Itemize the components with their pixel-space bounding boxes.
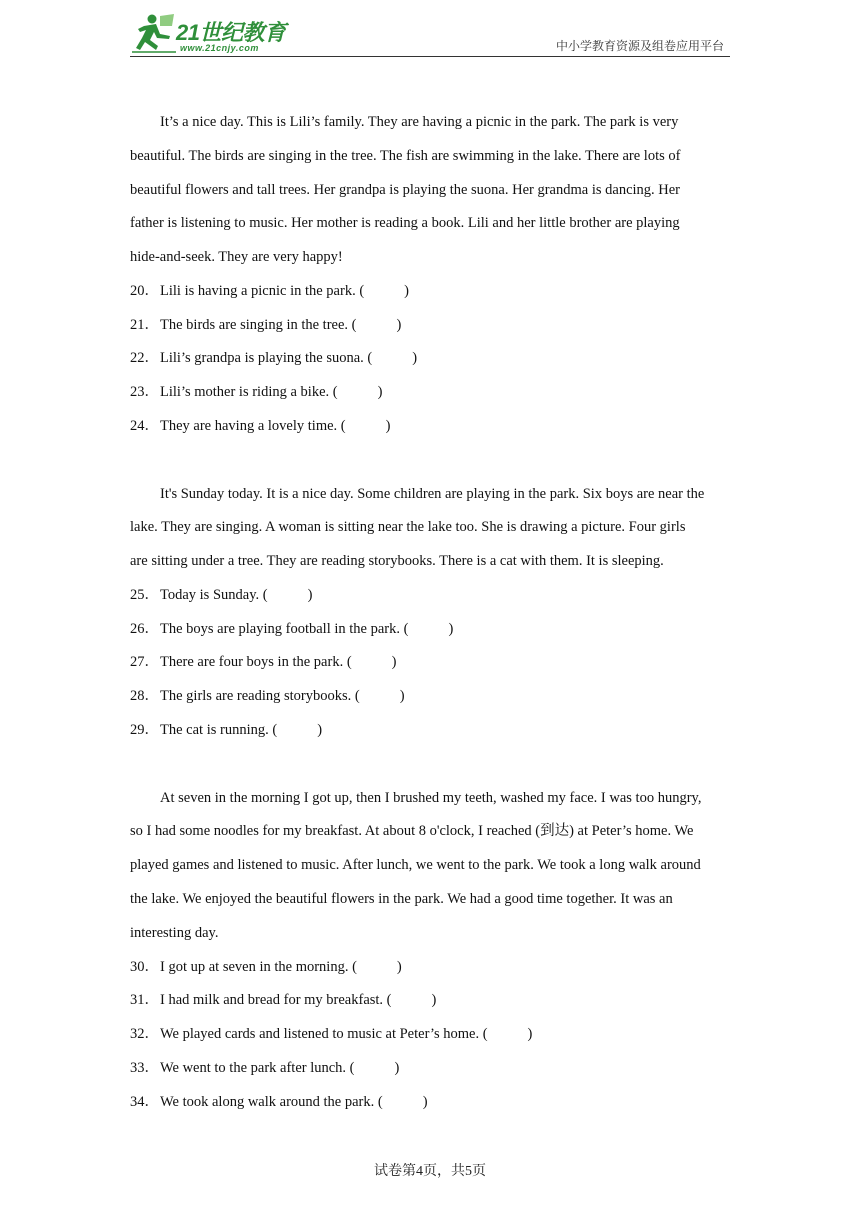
question-text: Today is Sunday. (	[160, 587, 268, 603]
question-30	[130, 957, 740, 977]
logo-url: www.21cnjy.com	[180, 43, 259, 53]
question-text: Lili is having a picnic in the park. (	[160, 283, 365, 299]
question-number: 21．	[130, 317, 159, 333]
question-close: )	[412, 350, 418, 366]
question-number: 33．	[130, 1060, 159, 1076]
question-text: We played cards and listened to music at Peter’s home. (	[160, 1026, 488, 1042]
question-text: We took along walk around the park. (	[160, 1094, 383, 1110]
passage-3-line-3: played games and listened to music. After lunch, we went to the park. We took a long walk around	[130, 857, 701, 873]
question-number: 23．	[130, 384, 159, 400]
question-text: We went to the park after lunch. (	[160, 1060, 355, 1076]
question-close: )	[422, 1094, 428, 1110]
question-number: 26．	[130, 621, 159, 637]
question-number: 24．	[130, 418, 159, 434]
question-29	[130, 720, 740, 740]
question-28	[130, 686, 740, 706]
question-text: They are having a lovely time. (	[160, 418, 346, 434]
question-close: )	[431, 992, 437, 1008]
question-34	[130, 1092, 740, 1112]
question-number: 29．	[130, 722, 159, 738]
question-number: 22．	[130, 350, 159, 366]
question-number: 28．	[130, 688, 159, 704]
question-close: )	[399, 688, 405, 704]
passage-2-line-2: lake. They are singing. A woman is sitting near the lake too. She is drawing a picture. Four girls	[130, 519, 686, 535]
page-footer: 试卷第4页，共5页	[374, 1164, 486, 1179]
question-close: )	[391, 654, 397, 670]
question-25	[130, 585, 740, 605]
question-text: The boys are playing football in the park. (	[160, 621, 409, 637]
question-text: I got up at seven in the morning. (	[160, 959, 357, 975]
question-close: )	[448, 621, 454, 637]
question-text: Lili’s grandpa is playing the suona. (	[160, 350, 373, 366]
question-text: The girls are reading storybooks. (	[160, 688, 360, 704]
question-23	[130, 382, 740, 402]
question-close: )	[527, 1026, 533, 1042]
passage-1-line-5: hide-and-seek. They are very happy!	[130, 249, 343, 265]
question-text: I had milk and bread for my breakfast. (	[160, 992, 392, 1008]
question-21	[130, 315, 740, 335]
passage-1-line-4: father is listening to music. Her mother is reading a book. Lili and her little brother are playing	[130, 215, 680, 231]
question-number: 25．	[130, 587, 159, 603]
question-close: )	[377, 384, 383, 400]
question-close: )	[396, 959, 402, 975]
question-close: )	[396, 317, 402, 333]
passage-1-line-1: It’s a nice day. This is Lili’s family. They are having a picnic in the park. The park is very	[160, 114, 679, 130]
question-close: )	[394, 1060, 400, 1076]
question-close: )	[385, 418, 391, 434]
question-close: )	[404, 283, 409, 299]
question-26	[130, 619, 740, 639]
question-close: )	[317, 722, 323, 738]
question-22	[130, 348, 740, 368]
question-27	[130, 652, 740, 672]
question-text: Lili’s mother is riding a bike. (	[160, 384, 338, 400]
logo-text: 21世纪教育	[176, 20, 286, 45]
question-number: 31．	[130, 992, 159, 1008]
passage-1-line-2: beautiful. The birds are singing in the tree. The fish are swimming in the lake. There are lots of	[130, 148, 681, 164]
passage-3-line-5: interesting day.	[130, 925, 219, 941]
question-text: There are four boys in the park. (	[160, 654, 352, 670]
question-number: 27．	[130, 654, 159, 670]
question-text: The birds are singing in the tree. (	[160, 317, 357, 333]
runner-logo-icon	[130, 12, 178, 56]
question-31	[130, 990, 740, 1010]
question-text: The cat is running. (	[160, 722, 278, 738]
question-number: 30．	[130, 959, 159, 975]
question-number: 20．	[130, 283, 159, 299]
question-20	[130, 281, 740, 301]
passage-2-line-3: are sitting under a tree. They are reading storybooks. There is a cat with them. It is sleeping.	[130, 553, 664, 569]
header-platform-text: 中小学教育资源及组卷应用平台	[555, 39, 724, 53]
page-header	[130, 10, 730, 57]
passage-1-line-3: beautiful flowers and tall trees. Her grandpa is playing the suona. Her grandma is dancing. Her	[130, 182, 681, 198]
passage-3-line-4: the lake. We enjoyed the beautiful flowers in the park. We had a good time together. It was an	[130, 891, 673, 907]
question-33	[130, 1058, 740, 1078]
logo	[130, 12, 300, 56]
question-32	[130, 1024, 740, 1044]
passage-3-line-1: At seven in the morning I got up, then I brushed my teeth, washed my face. I was too hungry,	[160, 790, 702, 806]
question-number: 34．	[130, 1094, 159, 1110]
question-24	[130, 416, 740, 436]
passage-3-line-2: so I had some noodles for my breakfast. At about 8 o'clock, I reached (到达) at Peter’s home. We	[130, 823, 694, 839]
question-close: )	[307, 587, 313, 603]
passage-2-line-1: It's Sunday today. It is a nice day. Some children are playing in the park. Six boys are near the	[160, 486, 705, 502]
question-number: 32．	[130, 1026, 159, 1042]
